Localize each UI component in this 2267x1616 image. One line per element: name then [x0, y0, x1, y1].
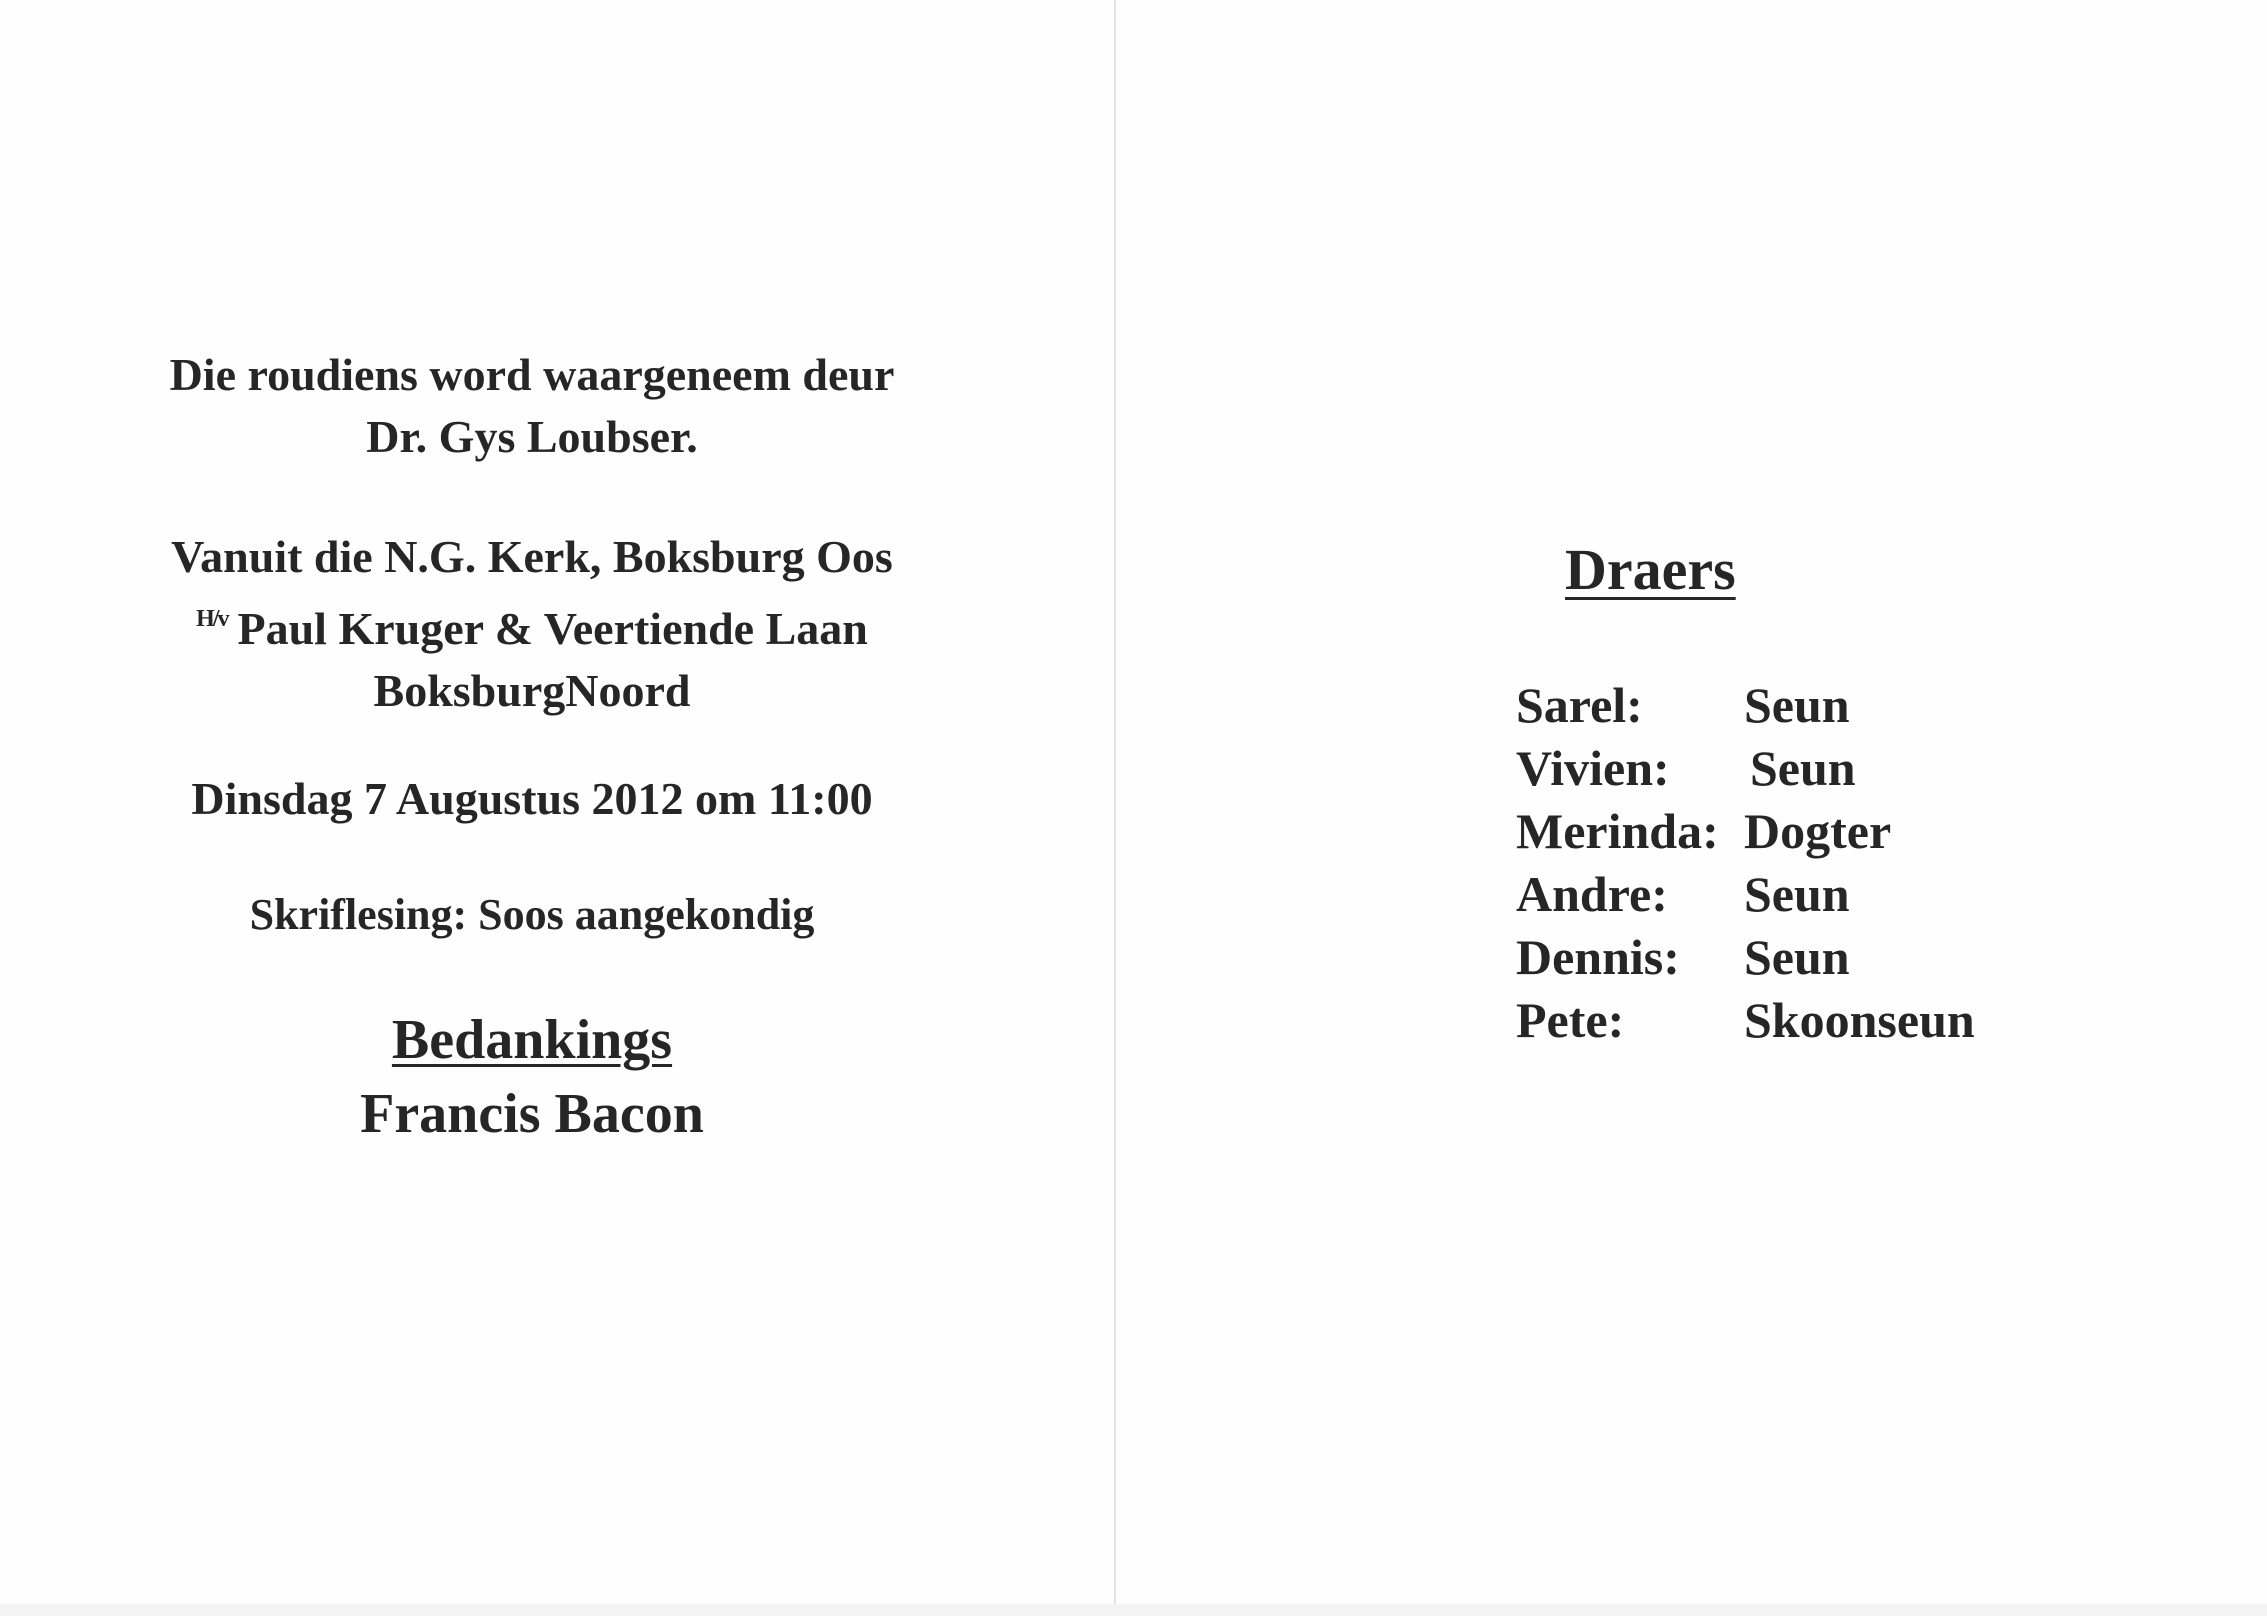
bearer-relation: Skoonseun — [1744, 992, 1975, 1048]
venue-block — [0, 526, 1064, 722]
bearer-relation: Seun — [1750, 740, 1856, 796]
bearer-row — [1516, 991, 2136, 1054]
bearer-name: Dennis: — [1516, 929, 1680, 985]
venue-street — [0, 588, 1064, 660]
venue-church: Vanuit die N.G. Kerk, Boksburg Oos — [171, 531, 893, 582]
bearer-row — [1516, 802, 2136, 865]
sheet-bottom-edge — [0, 1604, 2267, 1616]
scripture-block — [0, 884, 1064, 946]
thanks-heading: Bedankings — [391, 1009, 673, 1071]
bearer-name: Vivien: — [1516, 740, 1670, 796]
scripture-reading: Skriflesing: Soos aangekondig — [249, 890, 815, 939]
officiant-intro: Die roudiens word waargeneem deur — [169, 349, 895, 400]
thanks-block — [0, 1004, 1064, 1152]
officiant-block — [0, 344, 1064, 468]
bearers-list — [1516, 676, 2136, 1054]
officiant-name: Dr. Gys Loubser. — [366, 411, 698, 462]
bearer-name: Andre: — [1516, 866, 1668, 922]
bearer-relation: Seun — [1744, 677, 1850, 733]
thanks-name: Francis Bacon — [360, 1083, 704, 1145]
bearers-heading: Draers — [1565, 537, 1736, 602]
bearer-name: Merinda: — [1516, 803, 1719, 859]
right-page — [1116, 0, 2267, 1616]
bearer-relation: Seun — [1744, 929, 1850, 985]
bearer-relation: Dogter — [1744, 803, 1892, 859]
bearer-name: Sarel: — [1516, 677, 1643, 733]
bearer-row — [1516, 676, 2136, 739]
bearer-row — [1516, 739, 2136, 802]
service-datetime: Dinsdag 7 Augustus 2012 om 11:00 — [191, 773, 873, 824]
service-datetime-block — [0, 768, 1064, 830]
venue-suburb: BoksburgNoord — [373, 665, 691, 716]
bearer-name: Pete: — [1516, 992, 1625, 1048]
venue-street-text: Paul Kruger & Veertiende Laan — [237, 603, 868, 654]
bearer-relation: Seun — [1744, 866, 1850, 922]
left-page — [0, 0, 1114, 1616]
bearer-row — [1516, 928, 2136, 991]
corner-abbreviation: H/v — [196, 606, 228, 632]
bearer-row — [1516, 865, 2136, 928]
